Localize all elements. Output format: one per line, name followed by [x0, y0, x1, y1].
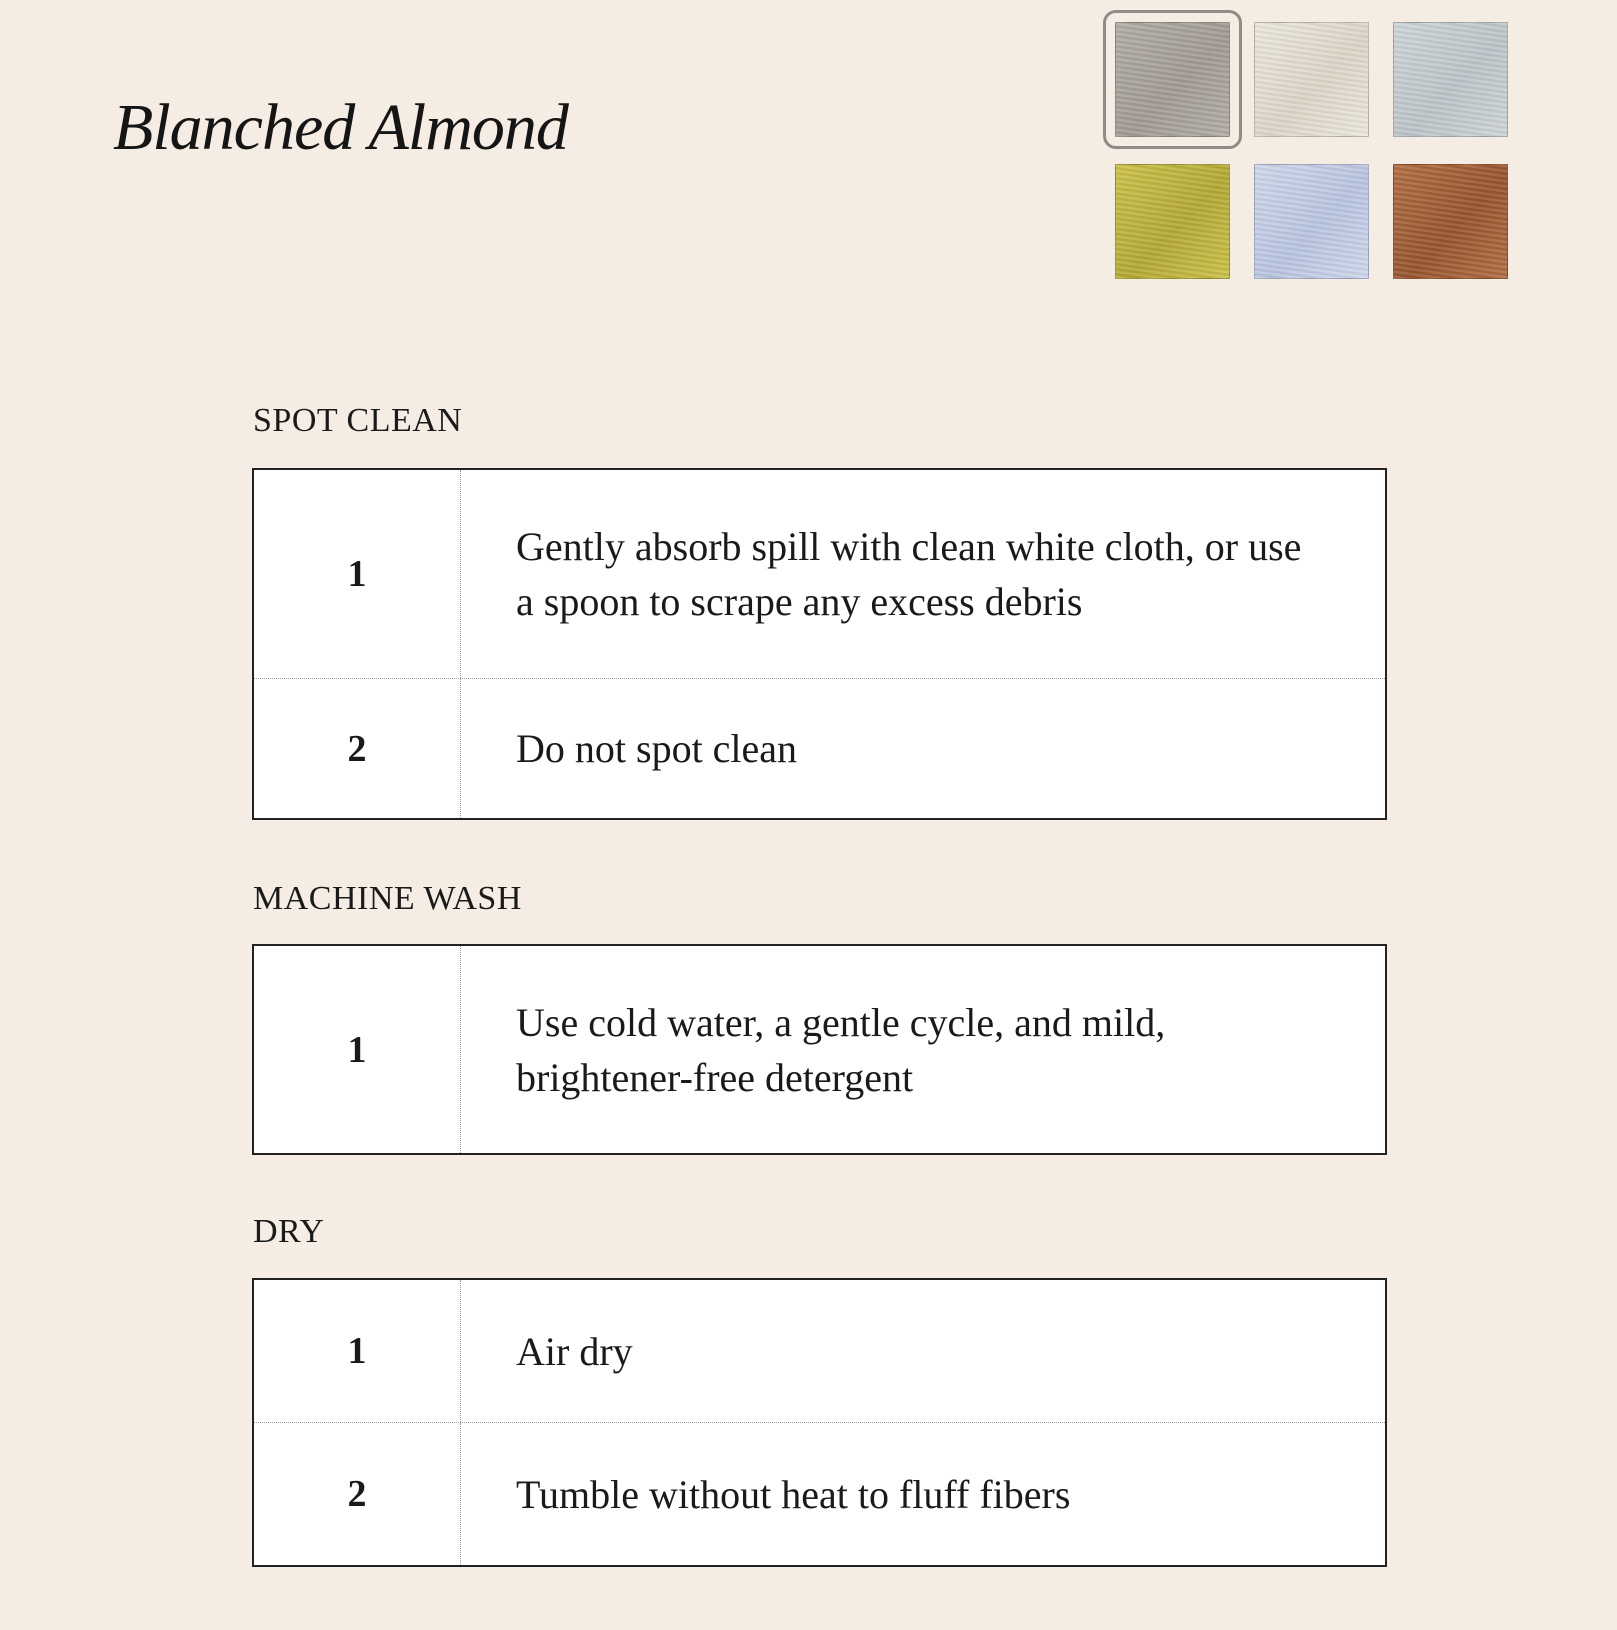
- care-table-spot-clean: [252, 468, 1387, 820]
- section-title-machine-wash: MACHINE WASH: [253, 880, 522, 917]
- step-text: Tumble without heat to fluff fibers: [516, 1471, 1071, 1517]
- step-number: 2: [254, 1423, 461, 1565]
- swatch-rust[interactable]: [1393, 164, 1508, 279]
- table-row: [254, 1423, 1385, 1565]
- table-row: [254, 679, 1385, 818]
- product-title: Blanched Almond: [113, 91, 568, 164]
- swatch-chartreuse[interactable]: [1115, 164, 1230, 279]
- care-table-machine-wash: [252, 944, 1387, 1155]
- table-row: [254, 946, 1385, 1153]
- step-text: Do not spot clean: [516, 726, 798, 771]
- step-number: 2: [254, 679, 461, 818]
- section-title-spot-clean: SPOT CLEAN: [253, 402, 463, 439]
- swatch-ivory[interactable]: [1254, 22, 1369, 137]
- swatch-taupe[interactable]: [1115, 22, 1230, 137]
- swatch-mist[interactable]: [1393, 22, 1508, 137]
- step-number: 1: [254, 946, 461, 1153]
- swatch-sky[interactable]: [1254, 164, 1369, 279]
- care-table-dry: [252, 1278, 1387, 1567]
- step-number: 1: [254, 470, 461, 678]
- step-text: Gently absorb spill with clean white cloth, or use a spoon to scrape any excess debris: [516, 524, 1302, 624]
- step-text: Air dry: [516, 1328, 633, 1374]
- section-title-dry: DRY: [253, 1213, 325, 1250]
- table-row: [254, 1280, 1385, 1423]
- step-text: Use cold water, a gentle cycle, and mild, brightener-free detergent: [516, 999, 1166, 1100]
- step-number: 1: [254, 1280, 461, 1422]
- table-row: [254, 470, 1385, 679]
